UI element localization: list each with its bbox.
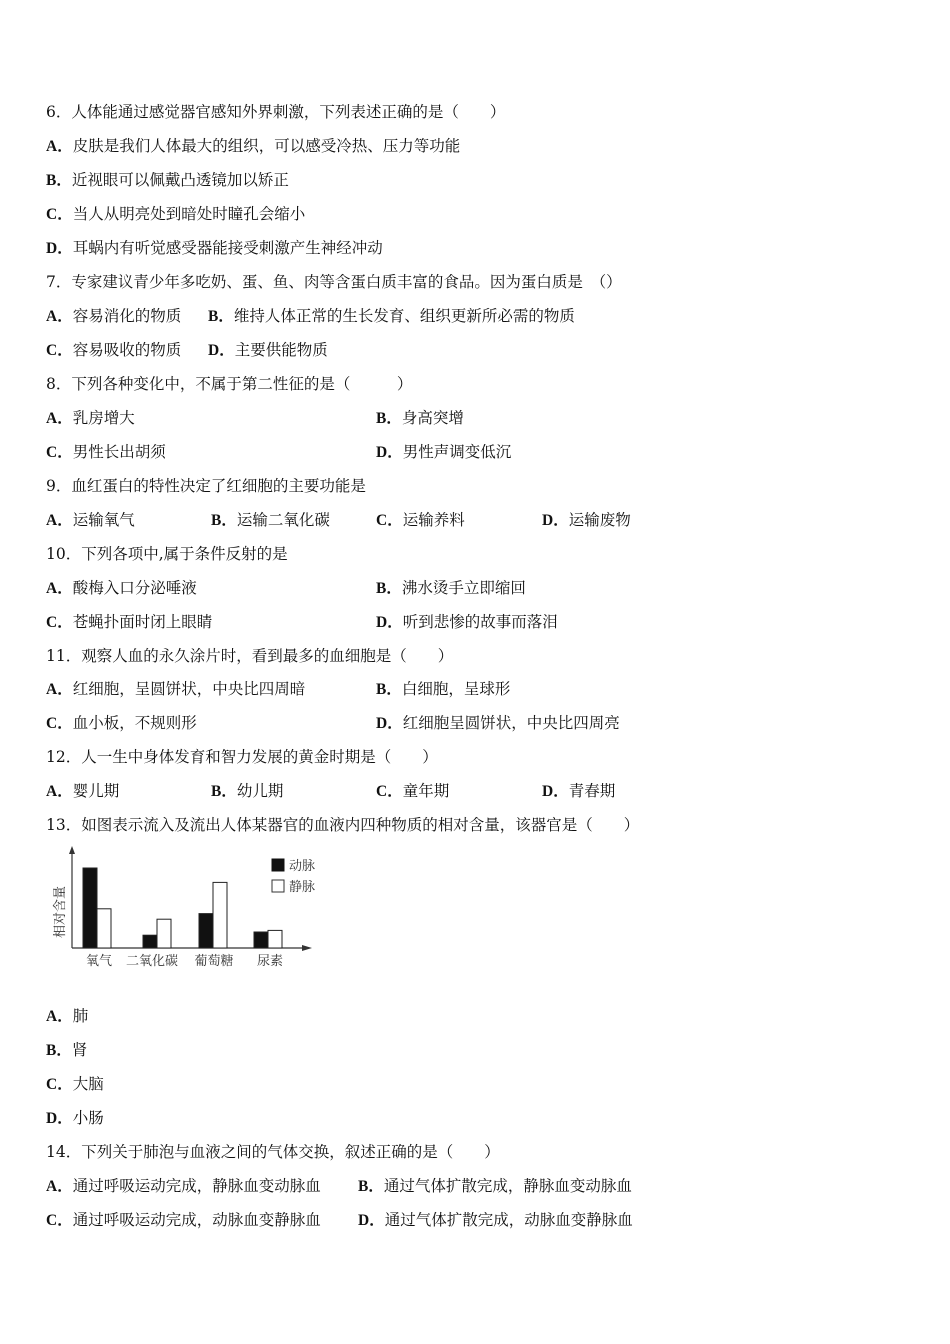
question-8-option-b[interactable]: B．身高突增 bbox=[376, 409, 464, 427]
question-6-option-d[interactable]: D．耳蜗内有听觉感受器能接受刺激产生神经冲动 bbox=[46, 239, 383, 257]
question-13-option-c[interactable]: C．大脑 bbox=[46, 1075, 104, 1093]
question-13-option-a[interactable]: A．肺 bbox=[46, 1007, 89, 1025]
question-8-option-a[interactable]: A．乳房增大 bbox=[46, 409, 135, 427]
question-12-option-c[interactable]: C．童年期 bbox=[376, 782, 450, 800]
bar-artery-co2 bbox=[143, 935, 157, 948]
bar-artery-glucose bbox=[199, 914, 213, 948]
bar-vein-urea bbox=[268, 930, 282, 948]
bar-vein-glucose bbox=[213, 882, 227, 948]
question-6-option-b[interactable]: B．近视眼可以佩戴凸透镜加以矫正 bbox=[46, 171, 289, 189]
question-10-option-c[interactable]: C．苍蝇扑面时闭上眼睛 bbox=[46, 613, 213, 631]
question-13-option-d[interactable]: D．小肠 bbox=[46, 1109, 104, 1127]
legend-vein-swatch bbox=[272, 880, 284, 892]
question-10-option-b[interactable]: B．沸水烫手立即缩回 bbox=[376, 579, 526, 597]
y-axis-arrow bbox=[69, 846, 75, 854]
question-13-option-b[interactable]: B．肾 bbox=[46, 1041, 88, 1059]
question-11-option-c[interactable]: C．血小板，不规则形 bbox=[46, 714, 197, 732]
question-7-option-a[interactable]: A．容易消化的物质 bbox=[46, 307, 182, 325]
legend-artery-label: 动脉 bbox=[289, 859, 316, 874]
question-12-option-d[interactable]: D．青春期 bbox=[542, 782, 616, 800]
category-label-co2: 二氧化碳 bbox=[125, 954, 179, 969]
question-10-option-d[interactable]: D．听到悲惨的故事而落泪 bbox=[376, 613, 558, 631]
question-6-option-a[interactable]: A．皮肤是我们人体最大的组织，可以感受冷热、压力等功能 bbox=[46, 137, 461, 155]
x-axis-arrow bbox=[302, 945, 312, 951]
bar-vein-co2 bbox=[157, 919, 171, 948]
legend-artery-swatch bbox=[272, 859, 284, 871]
question-10-stem: 10．下列各项中,属于条件反射的是 bbox=[46, 545, 288, 563]
question-14-option-b[interactable]: B．通过气体扩散完成，静脉血变动脉血 bbox=[358, 1177, 632, 1195]
y-axis-label: 相对含量 bbox=[53, 885, 68, 939]
question-9-option-b[interactable]: B．运输二氧化碳 bbox=[211, 511, 330, 529]
question-7-stem: 7．专家建议青少年多吃奶、蛋、鱼、肉等含蛋白质丰富的食品。因为蛋白质是 （） bbox=[46, 273, 622, 291]
question-7-option-c[interactable]: C．容易吸收的物质 bbox=[46, 341, 182, 359]
legend-vein-label: 静脉 bbox=[289, 880, 316, 895]
question-11-option-b[interactable]: B．白细胞，呈球形 bbox=[376, 680, 511, 698]
question-14-option-d[interactable]: D．通过气体扩散完成，动脉血变静脉血 bbox=[358, 1211, 633, 1229]
question-14-option-c[interactable]: C．通过呼吸运动完成，动脉血变静脉血 bbox=[46, 1211, 321, 1229]
question-14-stem: 14．下列关于肺泡与血液之间的气体交换，叙述正确的是（ ） bbox=[46, 1143, 500, 1161]
question-9-option-c[interactable]: C．运输养料 bbox=[376, 511, 465, 529]
bar-artery-oxygen bbox=[83, 868, 97, 948]
question-14-option-a[interactable]: A．通过呼吸运动完成，静脉血变动脉血 bbox=[46, 1177, 321, 1195]
bars-group bbox=[83, 868, 282, 948]
question-12-stem: 12．人一生中身体发育和智力发展的黄金时期是（ ） bbox=[46, 748, 438, 766]
category-label-glucose: 葡萄糖 bbox=[194, 954, 234, 969]
category-label-urea: 尿素 bbox=[256, 954, 284, 969]
bar-vein-oxygen bbox=[97, 909, 111, 948]
question-8-option-d[interactable]: D．男性声调变低沉 bbox=[376, 443, 512, 461]
question-9-stem: 9．血红蛋白的特性决定了红细胞的主要功能是 bbox=[46, 477, 366, 495]
question-7-option-d[interactable]: D．主要供能物质 bbox=[208, 341, 328, 359]
question-11-stem: 11．观察人血的永久涂片时，看到最多的血细胞是（ ） bbox=[46, 647, 454, 665]
question-13-stem: 13．如图表示流入及流出人体某器官的血液内四种物质的相对含量，该器官是（ ） bbox=[46, 816, 640, 834]
category-label-oxygen: 氧气 bbox=[85, 954, 113, 969]
question-12-option-a[interactable]: A．婴儿期 bbox=[46, 782, 120, 800]
question-10-option-a[interactable]: A．酸梅入口分泌唾液 bbox=[46, 579, 197, 597]
question-6-stem: 6．人体能通过感觉器官感知外界刺激，下列表述正确的是（ ） bbox=[46, 103, 506, 121]
bar-chart bbox=[44, 842, 334, 978]
question-9-option-d[interactable]: D．运输废物 bbox=[542, 511, 631, 529]
question-7-option-b[interactable]: B．维持人体正常的生长发育、组织更新所必需的物质 bbox=[208, 307, 575, 325]
question-8-option-c[interactable]: C．男性长出胡须 bbox=[46, 443, 166, 461]
question-8-stem: 8．下列各种变化中，不属于第二性征的是（ ） bbox=[46, 375, 413, 393]
question-12-option-b[interactable]: B．幼儿期 bbox=[211, 782, 284, 800]
question-11-option-d[interactable]: D．红细胞呈圆饼状，中央比四周亮 bbox=[376, 714, 620, 732]
question-11-option-a[interactable]: A．红细胞，呈圆饼状，中央比四周暗 bbox=[46, 680, 306, 698]
bar-artery-urea bbox=[254, 932, 268, 948]
question-6-option-c[interactable]: C．当人从明亮处到暗处时瞳孔会缩小 bbox=[46, 205, 306, 223]
question-9-option-a[interactable]: A．运输氧气 bbox=[46, 511, 135, 529]
